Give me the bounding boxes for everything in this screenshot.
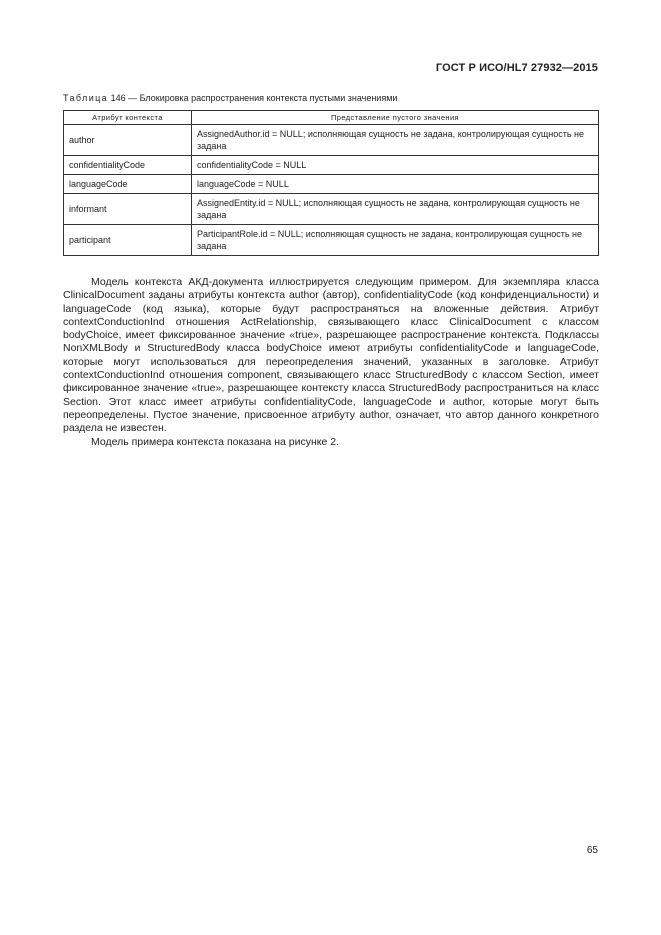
table-row xyxy=(64,225,599,256)
table-caption-label: Таблица xyxy=(63,93,109,103)
page-number: 65 xyxy=(586,845,598,856)
table-row xyxy=(64,194,599,225)
attribute-cell: author xyxy=(64,125,192,156)
header-null-representation: Представление пустого значения xyxy=(192,111,599,125)
representation-cell: ParticipantRole.id = NULL; исполняющая сущность не задана, контролирующая сущность не задана xyxy=(192,225,599,256)
representation-cell: AssignedEntity.id = NULL; исполняющая сущность не задана, контролирующая сущность не задана xyxy=(192,194,599,225)
attribute-cell: confidentialityCode xyxy=(64,156,192,175)
representation-cell: AssignedAuthor.id = NULL; исполняющая сущность не задана, контролирующая сущность не задана xyxy=(192,125,599,156)
table-caption xyxy=(63,93,397,103)
body-text xyxy=(63,276,599,449)
table-header-row xyxy=(64,111,599,125)
paragraph: Модель контекста АКД-документа иллюстрируется следующим примером. Для экземпляра класса ClinicalDocument заданы атрибуты контекста author (автор), confidentialityCode (код конфиденциальности) и languageCode (код языка), которые будут распространяться на вложенные действия. Атрибут contextConductionInd отношения ActRelationship, связывающего класс ClinicalDocument с классом bodyChoice, имеет фиксированное значение «true», разрешающее распространение контекста. Подклассы NonXMLBody и StructuredBody класса bodyChoice имеют атрибуты confidentialityCode и languageCode, которые могут использоваться для переопределения значений, указанных в заголовке. Атрибут contextConductionInd отношения component, связывающего класс StructuredBody с классом Section, имеет фиксированное значение «true», разрешающее контексту класса StructuredBody распространиться на класс Section. Этот класс имеет атрибуты confidentialityCode, languageCode и author, которые могут быть переопределены. Пустое значение, присвоенное атрибуту author, означает, что автор данного конкретного раздела не известен. xyxy=(63,276,599,435)
table-row xyxy=(64,156,599,175)
table-row xyxy=(64,175,599,194)
representation-cell: confidentialityCode = NULL xyxy=(192,156,599,175)
representation-cell: languageCode = NULL xyxy=(192,175,599,194)
attribute-cell: participant xyxy=(64,225,192,256)
context-blocking-table xyxy=(63,110,599,256)
attribute-cell: languageCode xyxy=(64,175,192,194)
table-caption-text: 146 — Блокировка распространения контекста пустыми значениями xyxy=(108,93,398,103)
header-context-attribute: Атрибут контекста xyxy=(64,111,192,125)
attribute-cell: informant xyxy=(64,194,192,225)
paragraph: Модель примера контекста показана на рисунке 2. xyxy=(91,435,340,448)
table-row xyxy=(64,125,599,156)
document-standard-header: ГОСТ Р ИСО/HL7 27932—2015 xyxy=(435,62,598,74)
